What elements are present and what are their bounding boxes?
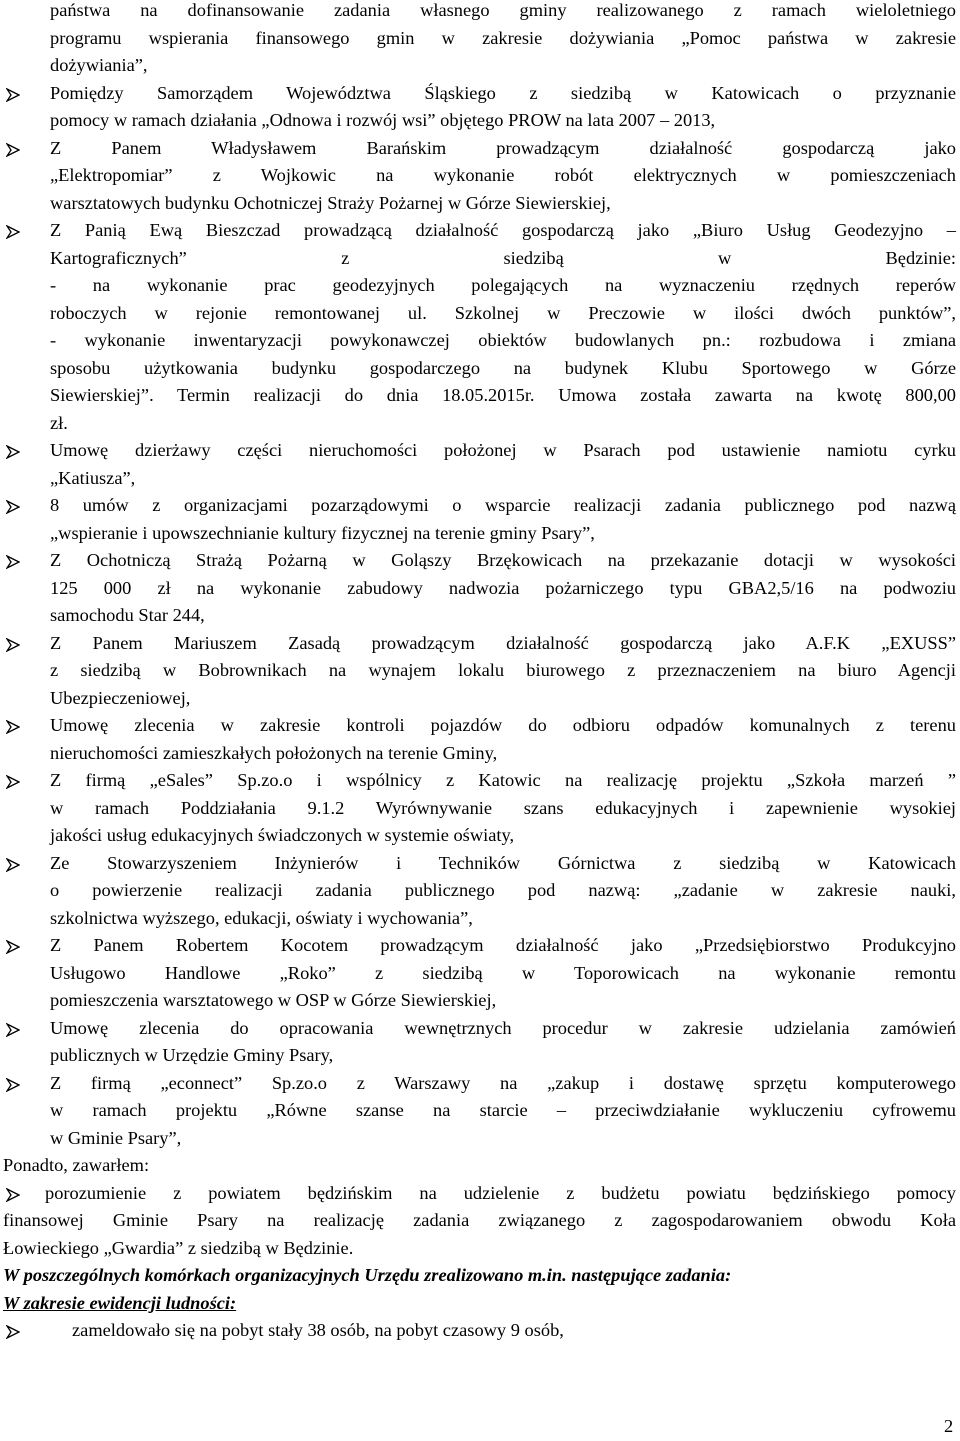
text-line: Ubezpieczeniowej, — [50, 687, 191, 708]
arrowhead-bullet-icon — [6, 720, 20, 734]
text-line: Ze Stowarzyszeniem Inżynierów i Techników Górnictwa z siedzibą w Katowicach — [50, 852, 956, 873]
text-line: roboczych w rejonie remontowanej ul. Szkolnej w Preczowie w ilości dwóch punktów”, — [50, 302, 956, 323]
text-line: o powierzenie realizacji zadania publicznego pod nazwą: „zadanie w zakresie nauki, — [50, 880, 956, 900]
text-line: pomocy w ramach działania „Odnowa i rozwój wsi” objętego PROW na lata 2007 – 2013, — [50, 110, 716, 130]
arrowhead-bullet-icon — [6, 775, 20, 789]
list-item — [0, 1015, 956, 1070]
text-line: z siedzibą w Bobrownikach na wynajem lokalu biurowego z przeznaczeniem na biuro Agencji — [50, 660, 956, 680]
list-item — [0, 712, 956, 767]
text-line: Z firmą „eSales” Sp.zo.o i wspólnicy z Katowic na realizację projektu „Szkoła marzeń ” — [50, 770, 956, 790]
arrowhead-bullet-icon — [6, 225, 20, 239]
text-line: Z Panem Mariuszem Zasadą prowadzącym działalność gospodarczą jako A.F.K „EXUSS” — [50, 632, 956, 653]
list-item — [0, 492, 956, 547]
list-item — [0, 630, 956, 713]
text-line: porozumienie z powiatem będzińskim na udzielenie z budżetu powiatu będzińskiego pomocy — [45, 1182, 956, 1203]
text-line: Z Ochotniczą Strażą Pożarną w Goląszy Brzękowicach na przekazanie dotacji w wysokości — [50, 550, 956, 570]
list-item-text: zameldowało się na pobyt stały 38 osób, na pobyt czasowy 9 osób, — [72, 1320, 564, 1340]
text-line: „wspieranie i upowszechnianie kultury fizycznej na terenie gminy Psary”, — [50, 522, 595, 543]
arrowhead-bullet-icon — [6, 1078, 20, 1092]
text-line: sposobu użytkowania budynku gospodarczego na budynek Klubu Sportowego w Górze — [50, 357, 956, 378]
text-line: nieruchomości zamieszkałych położonych na terenie Gminy, — [50, 742, 498, 763]
arrowhead-bullet-icon — [6, 445, 20, 459]
text-line: pomieszczenia warsztatowego w OSP w Górze Siewierskiej, — [50, 990, 497, 1010]
text-line: samochodu Star 244, — [50, 605, 205, 625]
arrowhead-bullet-icon — [6, 1023, 20, 1037]
arrowhead-bullet-icon — [6, 500, 20, 514]
text-line: programu wspierania finansowego gmin w zakresie dożywiania „Pomoc państwa w zakresie — [50, 27, 956, 48]
text-line: Z Panem Robertem Kocotem prowadzącym działalność jako „Przedsiębiorstwo Produkcyjno — [50, 935, 956, 955]
text-line: państwa na dofinansowanie zadania własnego gminy realizowanego z ramach wieloletniego — [50, 0, 956, 20]
text-line: Łowieckiego „Gwardia” z siedzibą w Będzinie. — [3, 1237, 354, 1258]
list-item — [0, 547, 956, 630]
text-line: w ramach projektu „Równe szanse na starcie – przeciwdziałanie wykluczeniu cyfrowemu — [50, 1100, 956, 1120]
text-line: Z firmą „econnect” Sp.zo.o z Warszawy na „zakup i dostawę sprzętu komputerowego — [50, 1072, 956, 1093]
text-line: Z Panem Władysławem Barańskim prowadzącym działalność gospodarczą jako — [50, 137, 956, 158]
text-line: w ramach Poddziałania 9.1.2 Wyrównywanie szans edukacyjnych i zapewnienie wysokiej — [50, 797, 956, 818]
arrowhead-bullet-icon — [6, 143, 20, 157]
list-item — [0, 767, 956, 850]
text-line: 8 umów z organizacjami pozarządowymi o wsparcie realizacji zadania publicznego pod nazwą — [50, 495, 956, 515]
arrowhead-bullet-icon — [6, 858, 20, 872]
subsection-heading: W zakresie ewidencji ludności: — [3, 1292, 237, 1313]
arrowhead-bullet-icon — [6, 940, 20, 954]
text-line: szkolnictwa wyższego, edukacji, oświaty i wychowania”, — [50, 907, 473, 928]
text-line: 125 000 zł na wykonanie zabudowy nadwozia pożarniczego typu GBA2,5/16 na podwoziu — [50, 577, 956, 598]
list-item — [0, 217, 956, 437]
text-line: Kartograficznych” z siedzibą w Będzinie: — [50, 247, 956, 268]
page-number: 2 — [944, 1416, 954, 1436]
text-line: „Katiusza”, — [50, 467, 136, 488]
list-item — [0, 1070, 956, 1153]
text-line: Usługowo Handlowe „Roko” z siedzibą w Toporowicach na wykonanie remontu — [50, 962, 956, 983]
text-line: - wykonanie inwentaryzacji powykonawczej obiektów budowlanych pn.: rozbudowa i zmiana — [50, 330, 956, 350]
ponadto-line: Ponadto, zawarłem: — [3, 1155, 150, 1175]
porozumienie-item — [0, 1180, 956, 1263]
text-line: Umowę zlecenia w zakresie kontroli pojazdów do odbioru odpadów komunalnych z terenu — [50, 715, 956, 735]
agreements-list — [0, 80, 960, 1153]
text-line: „Elektropomiar” z Wojkowic na wykonanie robót elektrycznych w pomieszczeniach — [50, 165, 956, 185]
text-line: Umowę zlecenia do opracowania wewnętrznych procedur w zakresie udzielania zamówień — [50, 1017, 956, 1038]
text-line: publicznych w Urzędzie Gminy Psary, — [50, 1045, 334, 1065]
list-item — [0, 1317, 960, 1345]
text-line: jakości usług edukacyjnych świadczonych w systemie oświaty, — [50, 825, 515, 845]
list-item — [0, 932, 956, 1015]
arrowhead-bullet-icon — [6, 88, 20, 102]
text-line: w Gminie Psary”, — [50, 1127, 182, 1148]
list-item — [0, 135, 956, 218]
text-line: finansowej Gminie Psary na realizację zadania związanego z zagospodarowaniem obwodu Koła — [3, 1210, 956, 1230]
text-line: Z Panią Ewą Bieszczad prowadzącą działalność gospodarczą jako „Biuro Usług Geodezyjno – — [50, 220, 956, 240]
text-line: warsztatowych budynku Ochotniczej Straży Pożarnej w Górze Siewierskiej, — [50, 192, 611, 213]
arrowhead-bullet-icon — [6, 1325, 20, 1339]
list-item — [0, 80, 956, 135]
intro-paragraph — [0, 0, 956, 80]
list-item — [0, 850, 956, 933]
arrowhead-bullet-icon — [6, 638, 20, 652]
arrowhead-bullet-icon — [6, 555, 20, 569]
text-line: Siewierskiej”. Termin realizacji do dnia 18.05.2015r. Umowa została zawarta na kwotę 800,00 — [50, 385, 956, 405]
text-line: - na wykonanie prac geodezyjnych polegających na wyznaczeniu rzędnych reperów — [50, 275, 956, 295]
list-item — [0, 437, 956, 492]
text-line: zł. — [50, 412, 68, 433]
text-line: Umowę dzierżawy części nieruchomości położonej w Psarach pod ustawienie namiotu cyrku — [50, 440, 956, 460]
arrowhead-bullet-icon — [6, 1188, 20, 1202]
text-line: Pomiędzy Samorządem Województwa Śląskiego z siedzibą w Katowicach o przyznanie — [50, 82, 956, 103]
text-line: dożywiania”, — [50, 55, 148, 75]
section-heading: W poszczególnych komórkach organizacyjnych Urzędu zrealizowano m.in. następujące zadania: — [3, 1265, 732, 1285]
